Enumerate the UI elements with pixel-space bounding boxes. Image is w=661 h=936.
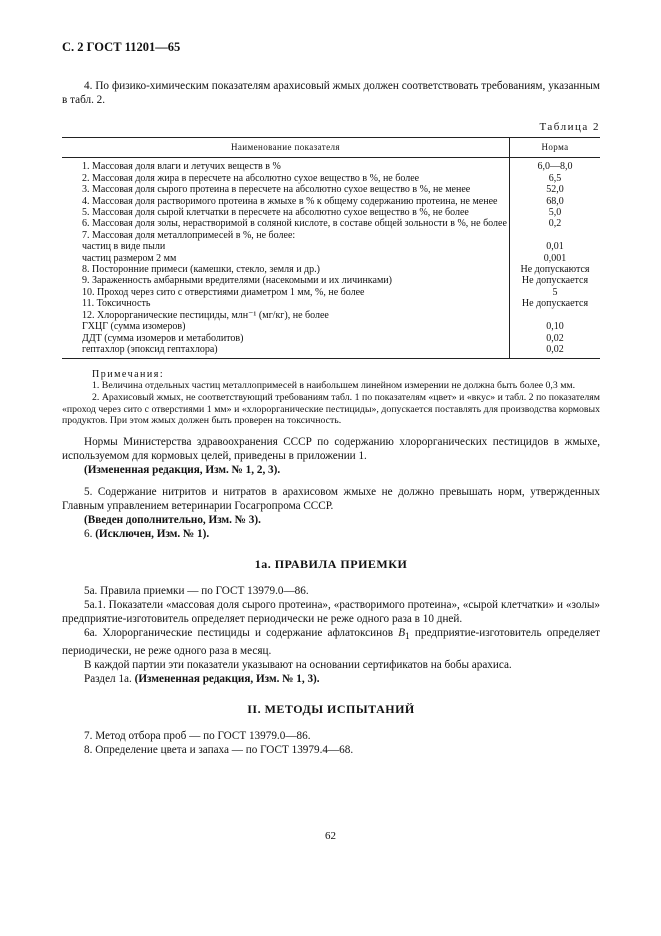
section-edit-paragraph: Раздел 1а. (Измененная редакция, Изм. № 1, 3). [84, 672, 320, 685]
indicator-name: ГХЦГ (сумма изомеров) [82, 321, 186, 333]
table-row [62, 196, 600, 207]
norms-edit-note: (Измененная редакция, Изм. № 1, 2, 3). [84, 463, 281, 476]
table-row [62, 275, 600, 286]
table-row [62, 230, 600, 241]
table-row [62, 184, 600, 195]
indicator-name: 3. Массовая доля сырого протеина в пересчете на абсолютно сухое вещество в %, не менее [82, 184, 471, 196]
indicator-norm [510, 230, 601, 241]
indicator-name: частиц размером 2 мм [82, 252, 177, 264]
indicator-name: 6. Массовая доля золы, нерастворимой в соляной кислоте, в составе общей зольности в %, не более [82, 218, 507, 230]
table-row [62, 253, 600, 264]
paragraph-6: 6. (Исключен, Изм. № 1). [84, 527, 210, 540]
table-row [62, 264, 600, 275]
table-row [62, 158, 600, 173]
table-row [62, 218, 600, 229]
indicator-norm: 0,02 [510, 333, 601, 344]
page-header: С. 2 ГОСТ 11201—65 [62, 40, 181, 54]
document-page [62, 40, 600, 757]
indicator-norm: 0,01 [510, 241, 601, 252]
indicators-table [62, 137, 600, 359]
paragraph-8: 8. Определение цвета и запаха — по ГОСТ 13979.4—68. [84, 743, 354, 756]
table-row [62, 333, 600, 344]
indicator-name: 12. Хлорорганические пестициды, млн⁻¹ (мг/кг), не более [82, 309, 329, 321]
table-row [62, 321, 600, 332]
paragraph-5: 5. Содержание нитритов и нитратов в арахисовом жмыхе не должно превышать норм, утвержденных Главным управлением ветеринарии Госагропрома СССР. [62, 485, 600, 512]
indicator-name: 7. Массовая доля металлопримесей в %, не более: [82, 229, 296, 241]
table-row [62, 173, 600, 184]
indicator-norm: 6,0—8,0 [510, 158, 601, 173]
indicator-norm [510, 310, 601, 321]
table-row [62, 310, 600, 321]
indicator-name: гептахлор (эпоксид гептахлора) [62, 344, 510, 359]
indicator-name: 9. Зараженность амбарными вредителями (насекомыми и их личинками) [82, 275, 392, 287]
table-header-row [62, 138, 600, 158]
paragraph-5a1: 5а.1. Показатели «массовая доля сырого протеина», «растворимого протеина», «сырой клетчатки» и «золы» предприятие-изготовитель определяет периодически не реже одного раза в 10 дней. [62, 598, 600, 625]
indicator-norm: 5,0 [510, 207, 601, 218]
section-title-acceptance: 1а. ПРАВИЛА ПРИЕМКИ [254, 556, 408, 571]
indicator-name: 5. Массовая доля сырой клетчатки в пересчете на абсолютно сухое вещество в %, не более [82, 207, 469, 219]
indicator-name: 1. Массовая доля влаги и летучих веществ в % [82, 161, 281, 173]
indicator-norm: 0,001 [510, 253, 601, 264]
column-header-name: Наименование показателя [62, 138, 510, 158]
certificate-paragraph: В каждой партии эти показатели указывают на основании сертификатов на бобы арахиса. [84, 658, 512, 671]
indicator-norm: Не допускается [510, 298, 601, 309]
indicator-name: 8. Посторонние примеси (камешки, стекло, земля и др.) [82, 264, 320, 276]
indicator-norm: 68,0 [510, 196, 601, 207]
norms-paragraph: Нормы Министерства здравоохранения СССР по содержанию хлорорганических пестицидов в жмыхе, используемом для кормовых целей, приведены в приложении 1. [62, 435, 600, 462]
indicator-norm: 0,02 [510, 344, 601, 359]
page-number: 62 [325, 830, 336, 842]
indicator-name: 2. Массовая доля жира в пересчете на абсолютно сухое вещество в %, не более [82, 172, 420, 184]
paragraph-5-edit-note: (Введен дополнительно, Изм. № 3). [84, 513, 261, 526]
intro-paragraph: 4. По физико-химическим показателям арахисовый жмых должен соответствовать требованиям, указанным в табл. 2. [62, 80, 600, 106]
indicator-norm: 5 [510, 287, 601, 298]
table-row [62, 287, 600, 298]
indicator-norm: 0,10 [510, 321, 601, 332]
table-caption: Таблица 2 [539, 121, 600, 133]
indicator-name: 11. Токсичность [82, 298, 151, 310]
table-row [62, 241, 600, 252]
indicator-norm: 52,0 [510, 184, 601, 195]
note-2: 2. Арахисовый жмых, не соответствующий требованиям табл. 1 по показателям «цвет» и «вкус» и табл. 2 по показателям «проход через сито с отверстиями 1 мм» и «хлорорганические пестициды», допускается поставлять для производства кормовых продуктов. При этом жмых должен быть проверен на токсичность. [62, 391, 600, 427]
section-title-methods: II. МЕТОДЫ ИСПЫТАНИЙ [247, 701, 415, 716]
indicator-name: частиц в виде пыли [82, 241, 166, 253]
indicator-norm: Не допускаются [510, 264, 601, 275]
indicator-name: 4. Массовая доля растворимого протеина в жмыхе в % к общему содержанию протеина, не менее [82, 195, 498, 207]
table-row [62, 207, 600, 218]
notes-title: Примечания: [92, 369, 165, 381]
paragraph-7: 7. Метод отбора проб — по ГОСТ 13979.0—86. [84, 729, 311, 742]
paragraph-6a: 6а. Хлорорганические пестициды и содержание афлатоксинов $B_1$ предприятие-изготовитель определяет периодически, не реже одного раза в месяц. [62, 626, 601, 657]
indicator-name: 10. Проход через сито с отверстиями диаметром 1 мм, %, не более [82, 286, 365, 298]
indicator-norm: Не допускается [510, 275, 601, 286]
table-row [62, 298, 600, 309]
note-1: 1. Величина отдельных частиц металлопримесей в наибольшем линейном измерении не должна быть более 0,3 мм. [92, 380, 576, 392]
column-header-norm: Норма [510, 138, 601, 158]
paragraph-5a: 5а. Правила приемки — по ГОСТ 13979.0—86. [84, 584, 309, 597]
indicator-name: ДДТ (сумма изомеров и метаболитов) [82, 332, 244, 344]
table-row [62, 344, 600, 359]
indicator-norm: 0,2 [510, 218, 601, 229]
indicator-norm: 6,5 [510, 173, 601, 184]
